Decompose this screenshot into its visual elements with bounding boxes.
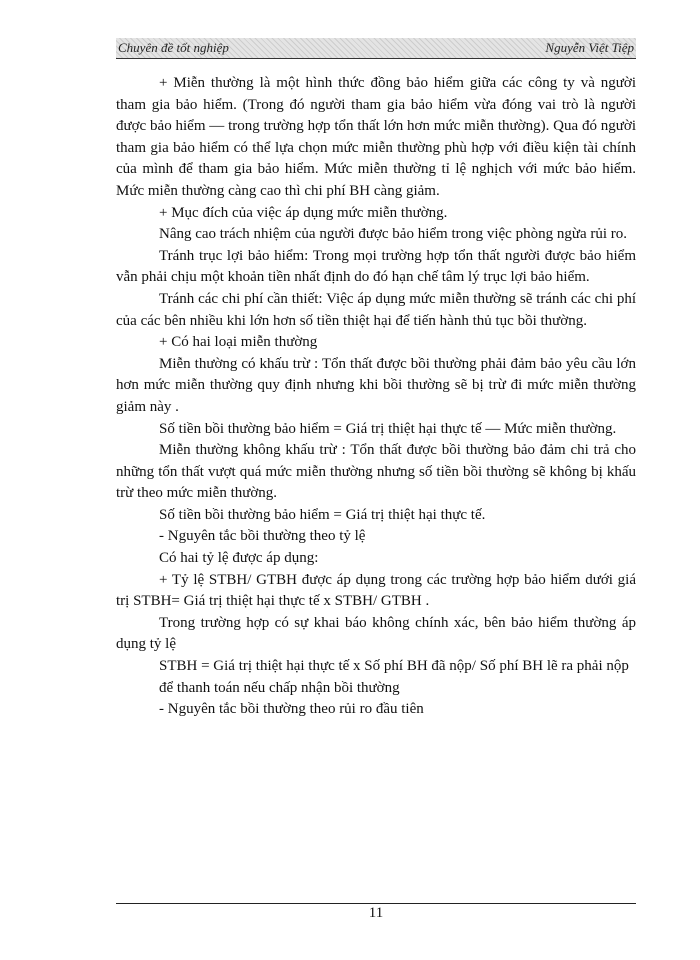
paragraph-proportional-principle: - Nguyên tắc bồi thường theo tỷ lệ	[159, 528, 366, 545]
paragraph-responsibility: Nâng cao trách nhiệm của người được bảo hiểm trong việc phòng ngừa rủi ro.	[159, 226, 628, 243]
paragraph-payment-note: để thanh toán nếu chấp nhận bồi thường	[159, 679, 400, 696]
paragraph-purpose-heading: + Mục đích của việc áp dụng mức miễn thường.	[159, 204, 448, 221]
paragraph-two-types: + Có hai loại miễn thường	[159, 334, 318, 351]
paragraph-two-ratios: Có hai tỷ lệ được áp dụng:	[159, 550, 319, 567]
paragraph-first-risk-principle: - Nguyên tắc bồi thường theo rủi ro đầu tiên	[159, 701, 424, 718]
paragraph-ratio-stbh-gtbh: + Tỷ lệ STBH/ GTBH được áp dụng trong các trường hợp bảo hiểm dưới giá trị STBH= Giá trị thiệt hại thực tế x STBH/ GTBH .	[116, 571, 636, 610]
formula-premium-ratio: STBH = Giá trị thiệt hại thực tế x Số phí BH đã nộp/ Số phí BH lẽ ra phải nộp	[159, 658, 629, 675]
paragraph-deductible-without-offset: Miễn thường không khấu trừ : Tổn thất được bồi thường bảo đảm chi trả cho những tổn thất vượt quá mức miễn thường nhưng số tiền bồi thường sẽ không bị khấu trừ theo mức miễn thường.	[116, 442, 636, 502]
header-author: Nguyễn Việt Tiệp	[545, 40, 634, 55]
page-header	[116, 38, 636, 59]
header-title: Chuyên đề tốt nghiệp	[118, 40, 229, 55]
paragraph-inaccurate-declaration: Trong trường hợp có sự khai báo không chính xác, bên bảo hiểm thường áp dụng tỷ lệ	[116, 614, 636, 653]
footer-divider	[116, 903, 636, 904]
formula-without-offset: Số tiền bồi thường bảo hiểm = Giá trị thiệt hại thực tế.	[159, 506, 486, 523]
paragraph-avoid-costs: Tránh các chi phí cần thiết: Việc áp dụng mức miễn thường sẽ tránh các chi phí của các bên nhiều khi lớn hơn số tiền thiệt hại để tiến hành thủ tục bồi thường.	[116, 290, 636, 329]
document-body	[116, 73, 636, 721]
formula-with-offset: Số tiền bồi thường bảo hiểm = Giá trị thiệt hại thực tế — Mức miễn thường.	[159, 420, 617, 437]
paragraph-deductible-definition: + Miễn thường là một hình thức đồng bảo hiểm giữa các công ty và người tham gia bảo hiểm. (Trong đó người tham gia bảo hiểm vừa đóng vai trò là người được bảo hiểm — trong trường hợp tổn thất lớn hơn mức miễn thường). Qua đó người tham gia bảo hiểm có thể lựa chọn mức miễn thường phù hợp với điều kiện tài chính của mình để tham gia bảo hiểm. Mức miễn thường tỉ lệ nghịch với mức bảo hiểm. Mức miễn thường càng cao thì chi phí BH càng giảm.	[116, 75, 636, 199]
paragraph-avoid-fraud: Tránh trục lợi bảo hiểm: Trong mọi trường hợp tổn thất người được bảo hiểm vẫn phải chịu một khoản tiền nhất định do đó hạn chế tâm lý trục lợi bảo hiểm.	[116, 247, 636, 286]
paragraph-deductible-with-offset: Miễn thường có khấu trừ : Tổn thất được bồi thường phải đảm bảo yêu cầu lớn hơn mức miễn thường quy định nhưng khi bồi thường sẽ bị trừ đi mức miễn thường giảm này .	[116, 355, 636, 415]
page-number: 11	[368, 905, 384, 921]
